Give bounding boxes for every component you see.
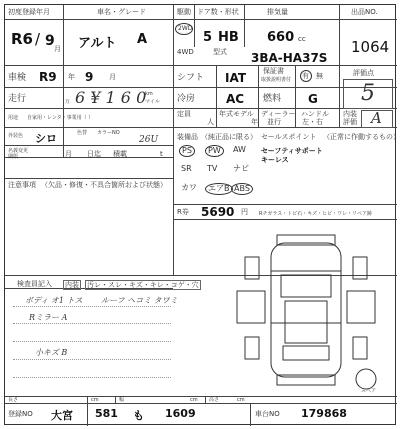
roof — [285, 301, 327, 343]
caution-note: （欠品・修復・不具合箇所および状態） — [41, 181, 167, 189]
color-no-label: カラーNO — [97, 130, 120, 136]
rear-wheels — [245, 337, 367, 359]
car-diagram — [233, 231, 383, 397]
selling-point-1: セーフティサポート — [261, 147, 323, 155]
fuel-value: G — [308, 92, 318, 106]
rule — [173, 219, 397, 220]
warranty-yes: 有 — [302, 72, 309, 80]
equipment-item: PS — [179, 145, 195, 157]
capacity-unit: 人 — [207, 118, 214, 126]
interior-sublabel: 評価 — [343, 118, 357, 126]
rule — [173, 5, 174, 275]
selling-point-2: キーレス — [261, 156, 289, 164]
warranty-no: 無 — [316, 72, 323, 80]
model-type-label: 型式 — [213, 48, 227, 56]
name-grade-label: 車名・グレード — [97, 8, 146, 16]
equipment-item: エアB — [205, 183, 233, 195]
first-reg-era: R6 — [11, 30, 33, 48]
color-label: 外装色 — [8, 133, 24, 139]
note-line — [13, 377, 171, 378]
spare-label: スペア — [361, 388, 377, 394]
score-label: 評価点 — [353, 69, 374, 77]
warranty-sublabel: 取扱説明書付 — [261, 77, 292, 83]
rule — [258, 65, 259, 128]
rule — [115, 396, 116, 403]
equipment-label: 装備品 — [177, 133, 198, 141]
handle-label: ハンドル — [301, 110, 329, 118]
dealer-label: ディーラー — [261, 110, 296, 118]
drive-4wd: 4WD — [177, 48, 194, 56]
first-reg-month-unit: 月 — [54, 45, 61, 53]
dealer-sublabel: 並行 — [267, 118, 281, 126]
reg-area: 大宮 — [51, 409, 73, 422]
reg-number: 1609 — [165, 407, 196, 420]
handle-sublabel: 左・右 — [302, 118, 323, 126]
rule — [63, 65, 64, 158]
use-value: 自家用・レンタ・事業用（ ） — [27, 115, 94, 121]
name-change-deadline: 期限 — [8, 154, 19, 160]
rule — [205, 396, 206, 403]
interior-value: A — [371, 109, 382, 127]
inspection-label: 車検 — [8, 73, 27, 83]
note-line — [13, 359, 171, 360]
recycle-value: 5690 — [201, 205, 235, 219]
mileage-km: km — [145, 91, 153, 97]
first-reg-label: 初度登録年月 — [8, 8, 50, 16]
reg-kana: も — [133, 409, 144, 422]
capacity-label: 定員 — [177, 110, 191, 118]
auction-sheet — [4, 4, 400, 425]
use-label: 用途 — [8, 115, 19, 121]
inspector-label: 検査員記入 — [17, 280, 52, 288]
inspector-tag-damage: 汚レ・スレ・キズ・キレ・コゲ・穴 — [87, 281, 199, 289]
note-line — [13, 306, 171, 307]
inspection-year-unit: 年 — [68, 73, 75, 81]
model-year-unit: 年 — [251, 118, 258, 126]
car-name: アルト — [78, 36, 117, 51]
equipment-item: カワ — [181, 183, 197, 192]
rear-window — [283, 346, 329, 360]
body-shape: HB — [218, 30, 239, 45]
inspector-note-2: ルーフ ヘコミ タワミ — [101, 296, 178, 305]
drive-label: 駆動 — [177, 8, 191, 16]
chassis-label: 車台NO — [255, 410, 280, 418]
lot-no-label: 出品NO. — [351, 8, 378, 16]
length-label: 長さ — [8, 397, 19, 403]
equipment-item: AW — [233, 145, 246, 154]
shift-value: IAT — [225, 71, 247, 85]
height-label: 高さ — [209, 397, 220, 403]
reg-class: 581 — [95, 407, 118, 420]
length-unit: cm — [91, 397, 99, 403]
equipment-item: TV — [207, 164, 218, 173]
name-change-day: 日迄 — [87, 150, 101, 158]
caution-label: 注意事項 — [8, 181, 36, 189]
selling-points-label: セールスポイント — [261, 133, 317, 141]
equipment-note: （純正品に限る） — [201, 133, 257, 141]
spare-tire — [356, 369, 376, 389]
note-line — [13, 341, 171, 342]
door-count: 5 — [203, 30, 213, 45]
name-change-month: 月 — [65, 150, 72, 158]
load-capacity-unit: t — [160, 150, 163, 158]
height-unit: cm — [237, 397, 245, 403]
windshield — [281, 275, 331, 297]
warranty-label: 保証書 — [263, 67, 284, 75]
inspection-era: R9 — [39, 70, 57, 84]
score-value: 5 — [361, 81, 375, 106]
fuel-label: 燃料 — [263, 94, 282, 104]
rule — [5, 178, 173, 179]
equipment-item: ナビ — [233, 164, 249, 173]
selling-points-note: （正常に作動するもの） — [323, 133, 400, 141]
mileage-label: 走行 — [8, 94, 27, 104]
inspector-note-3: Rミラー A — [29, 313, 68, 322]
displacement-label: 排気量 — [267, 8, 288, 16]
recycle-unit: 円 — [241, 208, 248, 216]
rule — [5, 145, 173, 146]
load-capacity-label: 積載 — [113, 150, 127, 158]
model-type-value: 3BA-HA37S — [251, 51, 328, 65]
rule — [5, 403, 397, 404]
reg-no-label: 登録NO — [8, 410, 33, 418]
color-change-label: 色替 — [77, 130, 88, 136]
rule — [244, 5, 245, 47]
shift-label: シフト — [177, 73, 205, 83]
equipment-item: SR — [181, 164, 192, 173]
damage-legend: Rチガラス・トビ石・キズ・ヒビ・ワレ・リペア跡 — [259, 211, 373, 217]
name-change-label: 名義変更 — [8, 148, 29, 154]
lot-number: 1064 — [351, 38, 390, 56]
inspector-note-4: 小キズ B — [35, 348, 68, 357]
displacement-value: 660 — [267, 30, 295, 45]
width-unit: cm — [190, 397, 198, 403]
rule — [250, 403, 251, 426]
color-no-value: 26U — [139, 135, 159, 145]
color-value: シロ — [35, 132, 57, 145]
inspection-month: 9 — [85, 70, 94, 84]
rule — [87, 396, 88, 426]
model-year-label: 年式モデル — [219, 110, 254, 118]
equipment-item: ABS — [231, 183, 253, 195]
first-reg-month: 9 — [45, 33, 55, 49]
mileage-mile: マイル — [145, 99, 160, 105]
mileage-man: 万 — [65, 99, 71, 105]
car-grade: A — [137, 32, 148, 47]
inspection-month-unit: 月 — [109, 73, 116, 81]
chassis-value: 179868 — [301, 407, 347, 420]
rule — [216, 65, 217, 128]
inspector-note-1: ボディ オ1 トス — [25, 296, 83, 305]
recycle-label: R券 — [177, 208, 189, 216]
equipment-item: PW — [205, 145, 224, 157]
doors-shape-label: ドア数・形状 — [197, 8, 239, 16]
rule — [63, 5, 64, 65]
rule — [194, 5, 195, 47]
displacement-unit: cc — [298, 35, 306, 43]
width-label: 幅 — [119, 397, 125, 403]
front-wheels — [245, 257, 367, 279]
rule — [339, 65, 340, 128]
car-body-outline — [271, 243, 341, 377]
ac-label: 冷房 — [177, 94, 196, 104]
ac-value: AC — [226, 92, 245, 106]
first-reg-slash: / — [35, 30, 41, 48]
rule — [295, 65, 296, 128]
note-line — [13, 323, 171, 324]
side-panels — [237, 291, 375, 323]
drive-2wd: 2WD — [178, 25, 193, 32]
interior-label: 内装 — [343, 110, 357, 118]
mileage-value: 6 ¥ 1 6 0 — [75, 88, 147, 107]
inspector-tag-interior: 内装 — [65, 281, 79, 289]
